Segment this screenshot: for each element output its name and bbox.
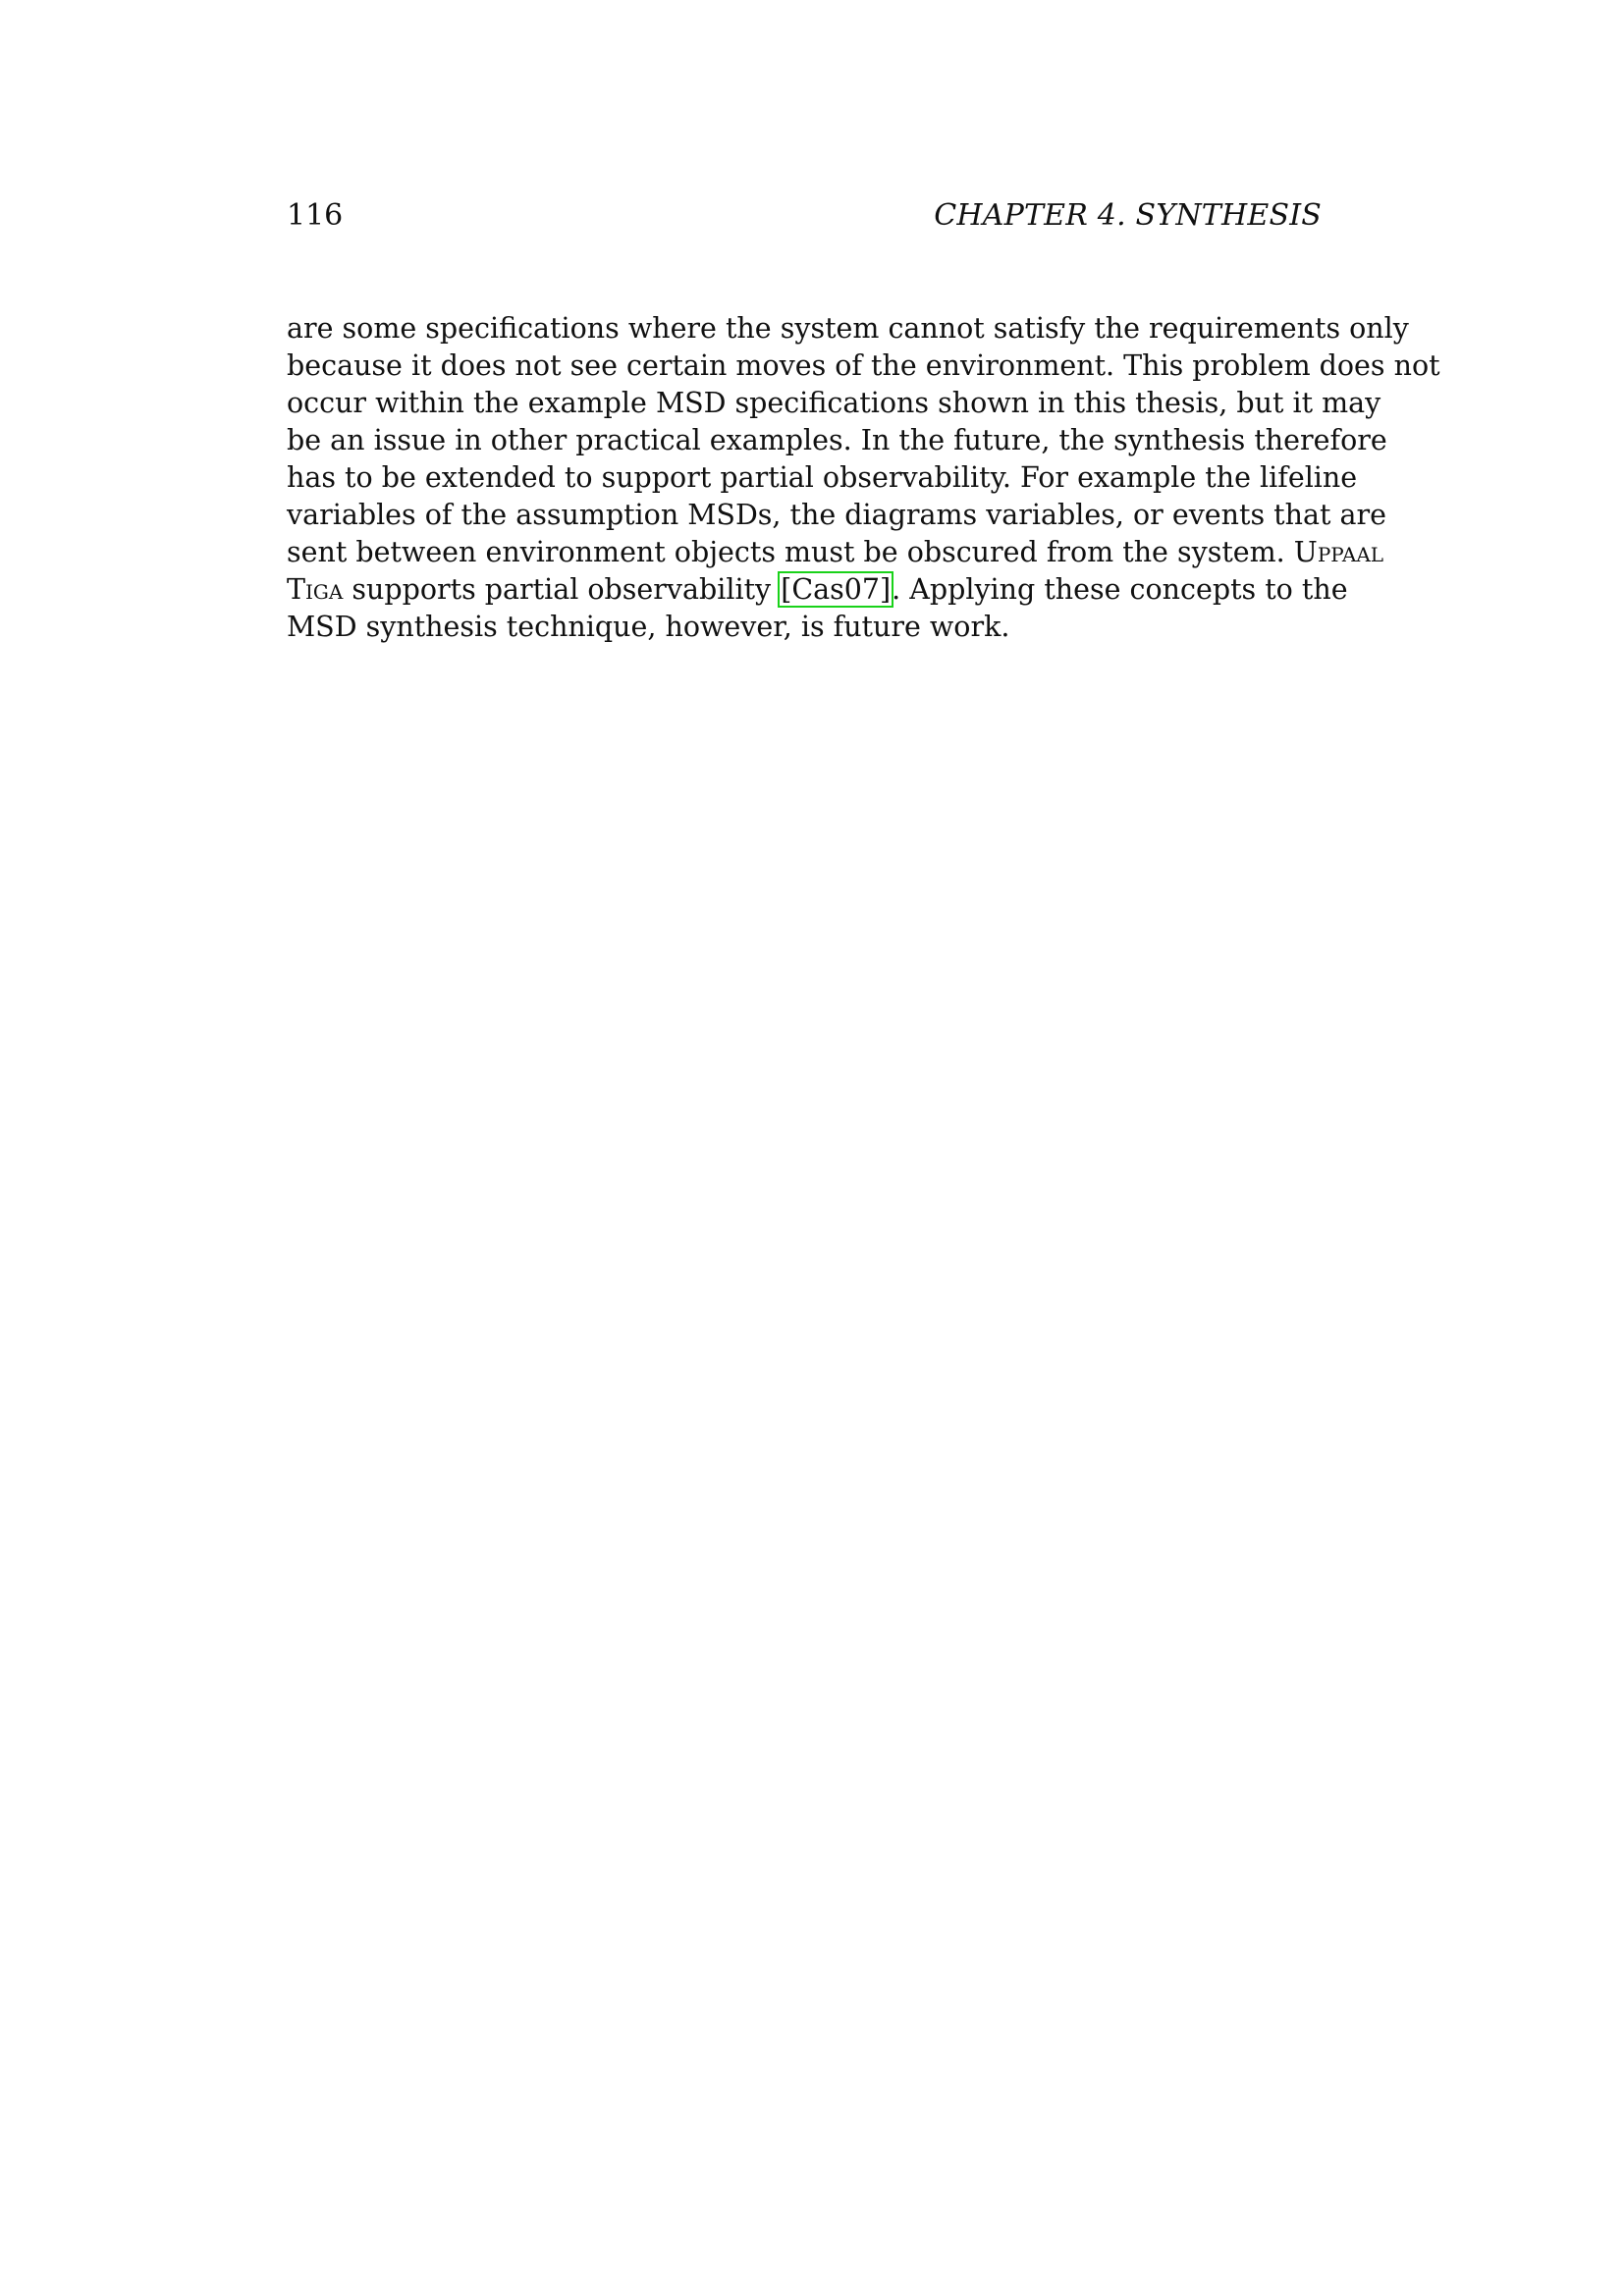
running-head: CHAPTER 4. SYNTHESIS [934, 198, 1322, 233]
tool-name-tiga: Tiga [287, 573, 344, 606]
citation-link[interactable]: [Cas07] [781, 573, 892, 606]
text-line: be an issue in other practical examples. In the future, the synthesis therefore [287, 424, 1387, 456]
text-line [287, 534, 1384, 571]
text-line [287, 571, 1348, 609]
page-number: 116 [287, 198, 344, 233]
tool-name-uppaal: Uppaal [1293, 536, 1384, 568]
text-segment: sent between environment objects must be obscured from the system. [287, 536, 1285, 568]
text-line: occur within the example MSD specifications shown in this thesis, but it may [287, 387, 1381, 419]
text-line: because it does not see certain moves of the environment. This problem does not [287, 349, 1440, 382]
body-paragraph [287, 310, 1440, 646]
text-segment: supports partial observability [343, 573, 781, 606]
page-header [287, 194, 1322, 238]
text-line: MSD synthesis technique, however, is future work. [287, 611, 1010, 643]
text-segment: . Applying these concepts to the [892, 573, 1348, 606]
text-line: variables of the assumption MSDs, the diagrams variables, or events that are [287, 499, 1386, 531]
text-line: are some specifications where the system cannot satisfy the requirements only [287, 312, 1409, 345]
text-line: has to be extended to support partial observability. For example the lifeline [287, 461, 1358, 494]
